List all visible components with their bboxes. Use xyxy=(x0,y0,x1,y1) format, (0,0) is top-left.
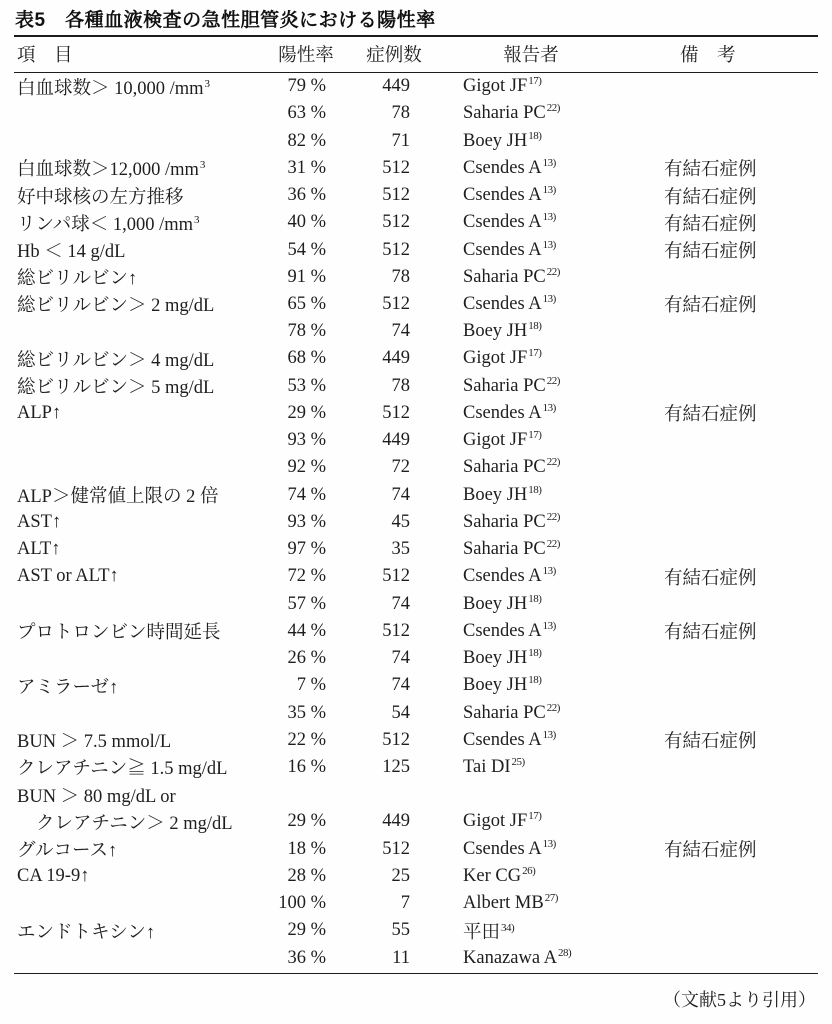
reference-superscript: 13) xyxy=(542,619,556,632)
case-count-cell: 35 xyxy=(391,539,410,560)
positive-rate-cell: 91 % xyxy=(287,266,326,287)
case-count-cell: 78 xyxy=(391,375,410,396)
reporter-cell: Csendes $A^{13)}$ xyxy=(463,401,556,423)
table-row xyxy=(14,482,818,509)
table-title: 表5 各種血液検査の急性胆管炎における陽性率 xyxy=(15,10,436,31)
table-row xyxy=(14,945,818,972)
positive-rate-cell: 54 % xyxy=(287,239,326,260)
item-cell: 白血球数＞12,000 $/mm^3$ xyxy=(17,159,205,181)
case-count-cell: 512 xyxy=(382,212,410,233)
reporter-cell: Csendes $A^{13)}$ xyxy=(463,728,556,750)
table-row xyxy=(14,808,818,835)
case-count-cell: 512 xyxy=(382,185,410,206)
positive-rate-cell: 92 % xyxy=(287,457,326,478)
positive-rate-cell: 100 % xyxy=(278,893,326,914)
reporter-cell: Ker CG$^{26)}$ xyxy=(463,864,536,886)
table-row xyxy=(14,618,818,645)
remark-cell: 有結石症例 xyxy=(664,296,757,317)
item-cell: BUN ＞ 7.5 mmol/L xyxy=(17,732,172,753)
reference-superscript: 25) xyxy=(511,755,525,768)
table-row xyxy=(14,291,818,318)
reference-superscript: 13) xyxy=(542,211,556,224)
case-count-cell: 512 xyxy=(382,402,410,423)
remark-cell: 有結石症例 xyxy=(664,214,757,235)
positive-rate-cell: 72 % xyxy=(287,566,326,587)
remark-cell: 有結石症例 xyxy=(664,568,757,589)
case-count-cell: 512 xyxy=(382,620,410,641)
citation-note: （文献5より引用） xyxy=(663,989,816,1010)
item-cell: AST or ALT↑ xyxy=(17,566,119,587)
reporter-cell: Saharia PC$^{22)}$ xyxy=(463,102,560,124)
reporter-cell: Csendes $A^{13)}$ xyxy=(463,238,556,260)
reference-superscript: 22) xyxy=(546,102,560,115)
reference-superscript: 13) xyxy=(542,728,556,741)
positive-rate-cell: 79 % xyxy=(287,76,326,97)
bottom-rule xyxy=(14,973,818,974)
item-superscript: 3 xyxy=(194,213,200,226)
case-count-cell: 512 xyxy=(382,566,410,587)
reference-superscript: 13) xyxy=(542,156,556,169)
item-cell: 総ビリルビン＞ 2 mg/dL xyxy=(17,296,215,317)
item-cell: AST↑ xyxy=(17,511,62,532)
remark-cell: 有結石症例 xyxy=(664,405,757,426)
reporter-cell: Csendes $A^{13)}$ xyxy=(463,565,556,587)
reference-superscript: 18) xyxy=(528,592,542,605)
reference-superscript: 26) xyxy=(522,864,536,877)
reference-superscript: 18) xyxy=(528,320,542,333)
header-reporter: 報告者 xyxy=(503,46,559,66)
table-row xyxy=(14,727,818,754)
remark-cell: 有結石症例 xyxy=(664,187,757,208)
reference-superscript: 18) xyxy=(528,647,542,660)
case-count-cell: 512 xyxy=(382,157,410,178)
reference-superscript: 13) xyxy=(542,565,556,578)
reporter-cell: Boey JH$^{18)}$ xyxy=(463,674,542,696)
case-count-cell: 74 xyxy=(391,321,410,342)
case-count-cell: 74 xyxy=(391,484,410,505)
item-cell: ALT↑ xyxy=(17,539,61,560)
remark-cell: 有結石症例 xyxy=(664,841,757,862)
positive-rate-cell: 74 % xyxy=(287,484,326,505)
header-item: 項 目 xyxy=(17,46,73,66)
table-row xyxy=(14,73,818,100)
reference-superscript: 34) xyxy=(501,921,515,934)
positive-rate-cell: 93 % xyxy=(287,430,326,451)
table-row xyxy=(14,127,818,154)
positive-rate-cell: 35 % xyxy=(287,702,326,723)
reporter-cell: Boey JH$^{18)}$ xyxy=(463,129,542,151)
item-cell: グルコース↑ xyxy=(17,841,118,862)
item-superscript: 3 xyxy=(199,159,205,172)
table-row xyxy=(14,427,818,454)
reference-superscript: 13) xyxy=(542,238,556,251)
table-row xyxy=(14,373,818,400)
case-count-cell: 449 xyxy=(382,348,410,369)
positive-rate-cell: 22 % xyxy=(287,729,326,750)
case-count-cell: 512 xyxy=(382,838,410,859)
case-count-cell: 512 xyxy=(382,729,410,750)
positive-rate-cell: 16 % xyxy=(287,756,326,777)
reporter-cell: Saharia PC$^{22)}$ xyxy=(463,374,560,396)
item-cell: 総ビリルビン＞ 4 mg/dL xyxy=(17,350,215,371)
table-row xyxy=(14,209,818,236)
table-row xyxy=(14,264,818,291)
item-cell: リンパ球＜ 1,000 $/mm^3$ xyxy=(17,213,200,235)
case-count-cell: 74 xyxy=(391,593,410,614)
header-remarks: 備 考 xyxy=(680,46,736,66)
item-cell: プロトロンビン時間延長 xyxy=(17,623,221,644)
reporter-cell: Gigot JF$^{17)}$ xyxy=(463,75,542,97)
positive-rate-cell: 65 % xyxy=(287,293,326,314)
case-count-cell: 449 xyxy=(382,430,410,451)
positive-rate-cell: 29 % xyxy=(287,811,326,832)
reference-superscript: 17) xyxy=(528,75,542,88)
table-body xyxy=(14,73,818,972)
case-count-cell: 78 xyxy=(391,103,410,124)
reference-superscript: 18) xyxy=(528,483,542,496)
case-count-cell: 449 xyxy=(382,811,410,832)
reference-superscript: 13) xyxy=(542,837,556,850)
reporter-cell: Saharia PC$^{22)}$ xyxy=(463,701,560,723)
positive-rate-cell: 26 % xyxy=(287,648,326,669)
reporter-cell: Gigot JF$^{17)}$ xyxy=(463,429,542,451)
reference-superscript: 17) xyxy=(528,347,542,360)
case-count-cell: 71 xyxy=(391,130,410,151)
table-row xyxy=(14,454,818,481)
reference-superscript: 17) xyxy=(528,810,542,823)
case-count-cell: 78 xyxy=(391,266,410,287)
table-row xyxy=(14,182,818,209)
reporter-cell: Albert MB$^{27)}$ xyxy=(463,892,558,914)
case-count-cell: 74 xyxy=(391,648,410,669)
item-cell: 総ビリルビン＞ 5 mg/dL xyxy=(17,378,215,399)
case-count-cell: 449 xyxy=(382,76,410,97)
positive-rate-cell: 40 % xyxy=(287,212,326,233)
reference-superscript: 22) xyxy=(546,265,560,278)
table-row xyxy=(14,318,818,345)
reference-superscript: 13) xyxy=(542,184,556,197)
table-row xyxy=(14,236,818,263)
reporter-cell: Gigot JF$^{17)}$ xyxy=(463,810,542,832)
remark-cell: 有結石症例 xyxy=(664,242,757,263)
reporter-cell: Saharia PC$^{22)}$ xyxy=(463,538,560,560)
item-cell: 好中球核の左方推移 xyxy=(17,187,184,208)
remark-cell: 有結石症例 xyxy=(664,160,757,181)
reporter-cell: Boey JH$^{18)}$ xyxy=(463,320,542,342)
reporter-cell: Csendes $A^{13)}$ xyxy=(463,211,556,233)
table-row xyxy=(14,645,818,672)
item-superscript: 3 xyxy=(204,77,210,90)
table-header-row xyxy=(14,37,818,71)
remark-cell: 有結石症例 xyxy=(664,623,757,644)
case-count-cell: 54 xyxy=(391,702,410,723)
table-row xyxy=(14,155,818,182)
item-cell: BUN ＞ 80 mg/dL or xyxy=(17,786,176,807)
case-count-cell: 55 xyxy=(391,920,410,941)
reporter-cell: Kanazawa $A^{28)}$ xyxy=(463,946,572,968)
table-row xyxy=(14,781,818,808)
reference-superscript: 22) xyxy=(546,456,560,469)
reference-superscript: 27) xyxy=(544,892,558,905)
positive-rate-cell: 82 % xyxy=(287,130,326,151)
reference-superscript: 28) xyxy=(558,946,572,959)
reporter-cell: 平田$^{34)}$ xyxy=(463,921,515,943)
case-count-cell: 25 xyxy=(391,865,410,886)
reference-superscript: 22) xyxy=(546,374,560,387)
positive-rate-cell: 44 % xyxy=(287,620,326,641)
table-row xyxy=(14,863,818,890)
reporter-cell: Csendes $A^{13)}$ xyxy=(463,184,556,206)
table-row xyxy=(14,890,818,917)
reporter-cell: Csendes $A^{13)}$ xyxy=(463,156,556,178)
positive-rate-cell: 93 % xyxy=(287,511,326,532)
positive-rate-cell: 68 % xyxy=(287,348,326,369)
positive-rate-cell: 29 % xyxy=(287,920,326,941)
case-count-cell: 45 xyxy=(391,511,410,532)
positive-rate-cell: 29 % xyxy=(287,402,326,423)
positive-rate-cell: 78 % xyxy=(287,321,326,342)
table-row xyxy=(14,699,818,726)
table-row xyxy=(14,563,818,590)
positive-rate-cell: 28 % xyxy=(287,865,326,886)
header-positive-rate: 陽性率 xyxy=(278,46,334,66)
positive-rate-cell: 36 % xyxy=(287,185,326,206)
positive-rate-cell: 57 % xyxy=(287,593,326,614)
reference-superscript: 22) xyxy=(546,538,560,551)
reference-superscript: 22) xyxy=(546,510,560,523)
positive-rate-cell: 63 % xyxy=(287,103,326,124)
positive-rate-cell: 53 % xyxy=(287,375,326,396)
case-count-cell: 512 xyxy=(382,293,410,314)
positive-rate-cell: 31 % xyxy=(287,157,326,178)
remark-cell: 有結石症例 xyxy=(664,732,757,753)
case-count-cell: 7 xyxy=(400,893,410,914)
positive-rate-cell: 7 % xyxy=(296,675,326,696)
table-row xyxy=(14,917,818,944)
case-count-cell: 512 xyxy=(382,239,410,260)
item-cell: クレアチニン≧ 1.5 mg/dL xyxy=(17,759,228,780)
header-case-count: 症例数 xyxy=(366,46,422,66)
reporter-cell: Saharia PC$^{22)}$ xyxy=(463,265,560,287)
reporter-cell: Csendes $A^{13)}$ xyxy=(463,292,556,314)
reporter-cell: Csendes $A^{13)}$ xyxy=(463,619,556,641)
table-row xyxy=(14,509,818,536)
reference-superscript: 18) xyxy=(528,129,542,142)
reporter-cell: Boey JH$^{18)}$ xyxy=(463,647,542,669)
reporter-cell: Boey JH$^{18)}$ xyxy=(463,483,542,505)
table-row xyxy=(14,754,818,781)
item-cell: アミラーゼ↑ xyxy=(17,677,119,698)
case-count-cell: 72 xyxy=(391,457,410,478)
table-row xyxy=(14,836,818,863)
table-row xyxy=(14,345,818,372)
reference-superscript: 17) xyxy=(528,429,542,442)
item-cell: 白血球数＞ 10,000 $/mm^3$ xyxy=(17,77,210,99)
item-cell: ALP↑ xyxy=(17,402,62,423)
item-cell: ALP＞健常値上限の 2 倍 xyxy=(17,487,219,508)
table-row xyxy=(14,100,818,127)
item-cell: エンドトキシン↑ xyxy=(17,922,156,943)
item-cell: Hb ＜ 14 g/dL xyxy=(17,242,126,263)
reference-superscript: 13) xyxy=(542,292,556,305)
reporter-cell: Tai DI$^{25)}$ xyxy=(463,755,525,777)
reporter-cell: Saharia PC$^{22)}$ xyxy=(463,510,560,532)
reporter-cell: Gigot JF$^{17)}$ xyxy=(463,347,542,369)
reference-superscript: 18) xyxy=(528,674,542,687)
positive-rate-cell: 36 % xyxy=(287,947,326,968)
item-cell: CA 19-9↑ xyxy=(17,865,90,886)
positive-rate-cell: 18 % xyxy=(287,838,326,859)
item-cell: クレアチニン＞ 2 mg/dL xyxy=(36,813,233,834)
reporter-cell: Boey JH$^{18)}$ xyxy=(463,592,542,614)
table-row xyxy=(14,400,818,427)
reference-superscript: 22) xyxy=(546,701,560,714)
reporter-cell: Csendes $A^{13)}$ xyxy=(463,837,556,859)
item-cell: 総ビリルビン↑ xyxy=(17,269,138,290)
reference-superscript: 13) xyxy=(542,401,556,414)
case-count-cell: 74 xyxy=(391,675,410,696)
reporter-cell: Saharia PC$^{22)}$ xyxy=(463,456,560,478)
case-count-cell: 125 xyxy=(382,756,410,777)
table-row xyxy=(14,536,818,563)
table-row xyxy=(14,590,818,617)
table-row xyxy=(14,672,818,699)
positive-rate-cell: 97 % xyxy=(287,539,326,560)
case-count-cell: 11 xyxy=(392,947,410,968)
